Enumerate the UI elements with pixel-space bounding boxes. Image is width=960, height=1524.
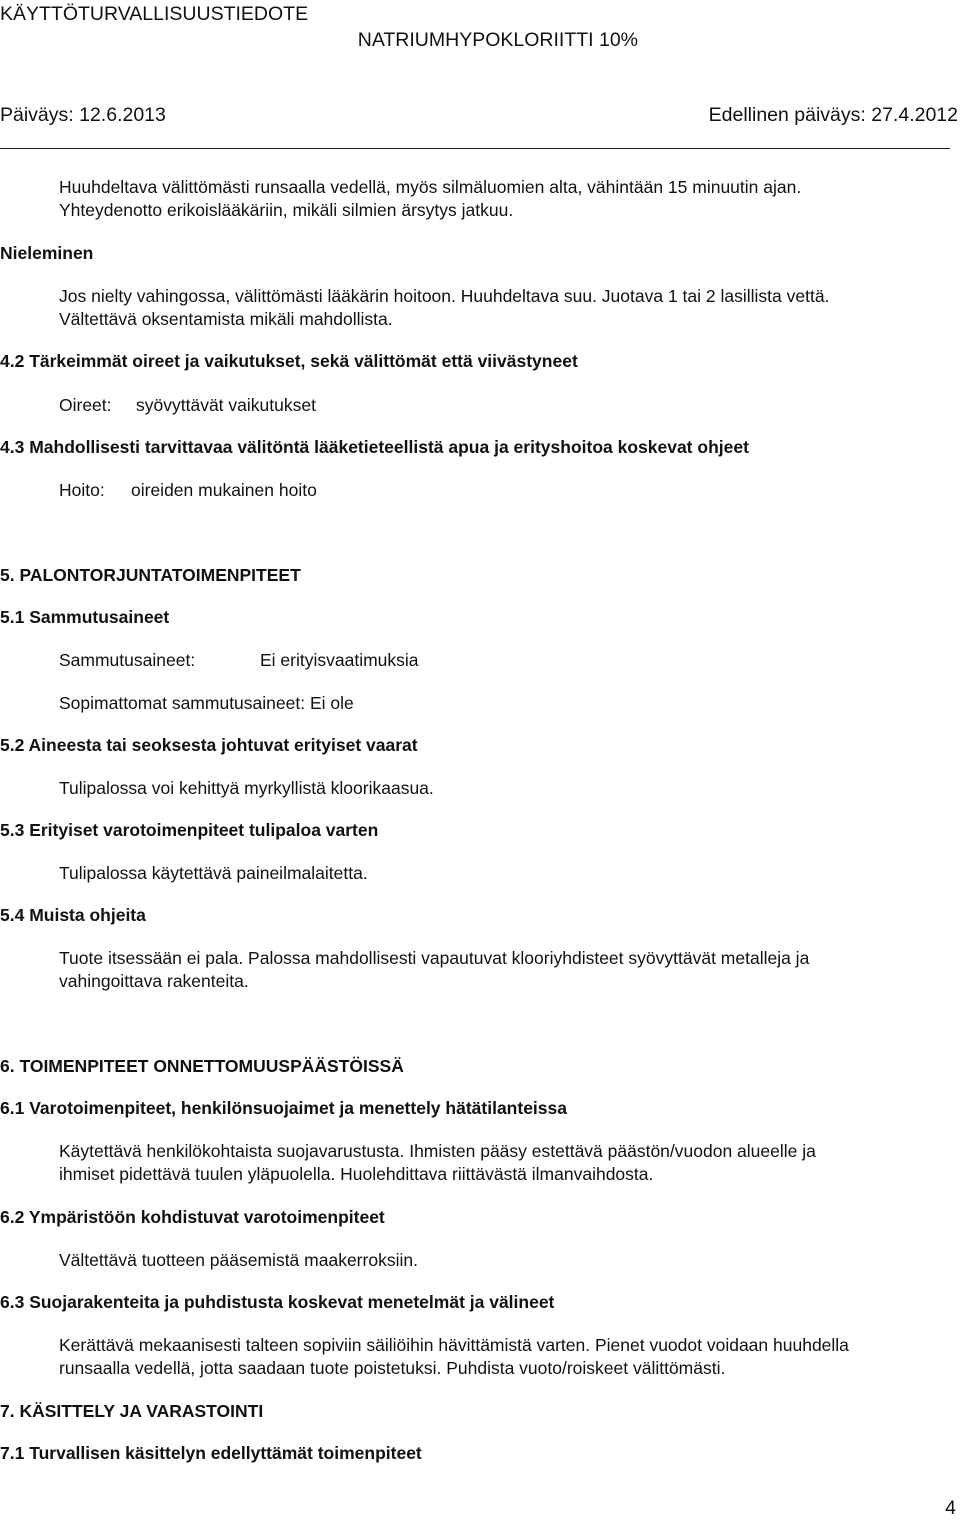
containment-line2: runsaalla vedellä, jotta saadaan tuote poistetuksi. Puhdista vuoto/roiskeet välittömästi. xyxy=(59,1358,726,1378)
section-4-2-heading: 4.2 Tärkeimmät oireet ja vaikutukset, sekä välittömät että viivästyneet xyxy=(0,351,578,371)
section-6-heading: 6. TOIMENPITEET ONNETTOMUUSPÄÄSTÖISSÄ xyxy=(0,1056,404,1076)
section-6-3-heading: 6.3 Suojarakenteita ja puhdistusta koskevat menetelmät ja välineet xyxy=(0,1292,555,1312)
symptoms-value: syövyttävät vaikutukset xyxy=(136,395,316,415)
section-5-3-heading: 5.3 Erityiset varotoimenpiteet tulipaloa varten xyxy=(0,820,379,840)
other-instructions-line2: vahingoittava rakenteita. xyxy=(59,971,249,991)
issue-date: Päiväys: 12.6.2013 xyxy=(0,104,166,126)
section-7-1-heading: 7.1 Turvallisen käsittelyn edellyttämät toimenpiteet xyxy=(0,1443,422,1463)
extinguishing-media-label: Sammutusaineet: xyxy=(59,650,196,670)
section-6-1-heading: 6.1 Varotoimenpiteet, henkilönsuojaimet ja menettely hätätilanteissa xyxy=(0,1098,567,1118)
section-5-heading: 5. PALONTORJUNTATOIMENPITEET xyxy=(0,565,301,585)
section-4-3-heading: 4.3 Mahdollisesti tarvittavaa välitöntä lääketieteellistä apua ja erityshoitoa koskevat ohjeet xyxy=(0,437,749,457)
firefighting-precautions-text: Tulipalossa käytettävä paineilmalaitetta. xyxy=(59,863,368,883)
section-5-1-heading: 5.1 Sammutusaineet xyxy=(0,607,170,627)
personal-precautions-line1: Käytettävä henkilökohtaista suojavarustusta. Ihmisten pääsy estettävä päästön/vuodon alueelle ja xyxy=(59,1141,816,1161)
special-hazards-text: Tulipalossa voi kehittyä myrkyllistä kloorikaasua. xyxy=(59,778,434,798)
page-number: 4 xyxy=(945,1497,956,1519)
section-5-4-heading: 5.4 Muista ohjeita xyxy=(0,905,146,925)
ingestion-instruction-line2: Vältettävä oksentamista mikäli mahdollista. xyxy=(59,309,393,329)
treatment-label: Hoito: xyxy=(59,480,105,500)
symptoms-label: Oireet: xyxy=(59,395,112,415)
header-divider xyxy=(0,148,950,149)
previous-date: Edellinen päiväys: 27.4.2012 xyxy=(708,104,958,126)
environmental-precautions-text: Vältettävä tuotteen pääsemistä maakerroksiin. xyxy=(59,1250,418,1270)
ingestion-label: Nieleminen xyxy=(0,243,94,263)
other-instructions-line1: Tuote itsessään ei pala. Palossa mahdollisesti vapautuvat klooriyhdisteet syövyttävät metalleja ja xyxy=(59,948,810,968)
section-7-heading: 7. KÄSITTELY JA VARASTOINTI xyxy=(0,1401,264,1421)
containment-line1: Kerättävä mekaanisesti talteen sopiviin säiliöihin hävittämistä varten. Pienet vuodot voidaan huuhdella xyxy=(59,1335,849,1355)
unsuitable-extinguishing-media: Sopimattomat sammutusaineet: Ei ole xyxy=(59,693,354,713)
section-6-2-heading: 6.2 Ympäristöön kohdistuvat varotoimenpiteet xyxy=(0,1207,385,1227)
eyes-instruction-line2: Yhteydenotto erikoislääkäriin, mikäli silmien ärsytys jatkuu. xyxy=(59,200,514,220)
document-title: KÄYTTÖTURVALLISUUSTIEDOTE xyxy=(0,3,309,25)
section-5-2-heading: 5.2 Aineesta tai seoksesta johtuvat erityiset vaarat xyxy=(0,735,418,755)
eyes-instruction-line1: Huuhdeltava välittömästi runsaalla vedellä, myös silmäluomien alta, vähintään 15 minuutin ajan. xyxy=(59,177,802,197)
treatment-value: oireiden mukainen hoito xyxy=(131,480,317,500)
product-name: NATRIUMHYPOKLORIITTI 10% xyxy=(357,29,638,51)
ingestion-instruction-line1: Jos nielty vahingossa, välittömästi lääkärin hoitoon. Huuhdeltava suu. Juotava 1 tai 2 lasillista vettä. xyxy=(59,286,830,306)
extinguishing-media-value: Ei erityisvaatimuksia xyxy=(260,650,419,670)
personal-precautions-line2: ihmiset pidettävä tuulen yläpuolella. Huolehdittava riittävästä ilmanvaihdosta. xyxy=(59,1164,654,1184)
